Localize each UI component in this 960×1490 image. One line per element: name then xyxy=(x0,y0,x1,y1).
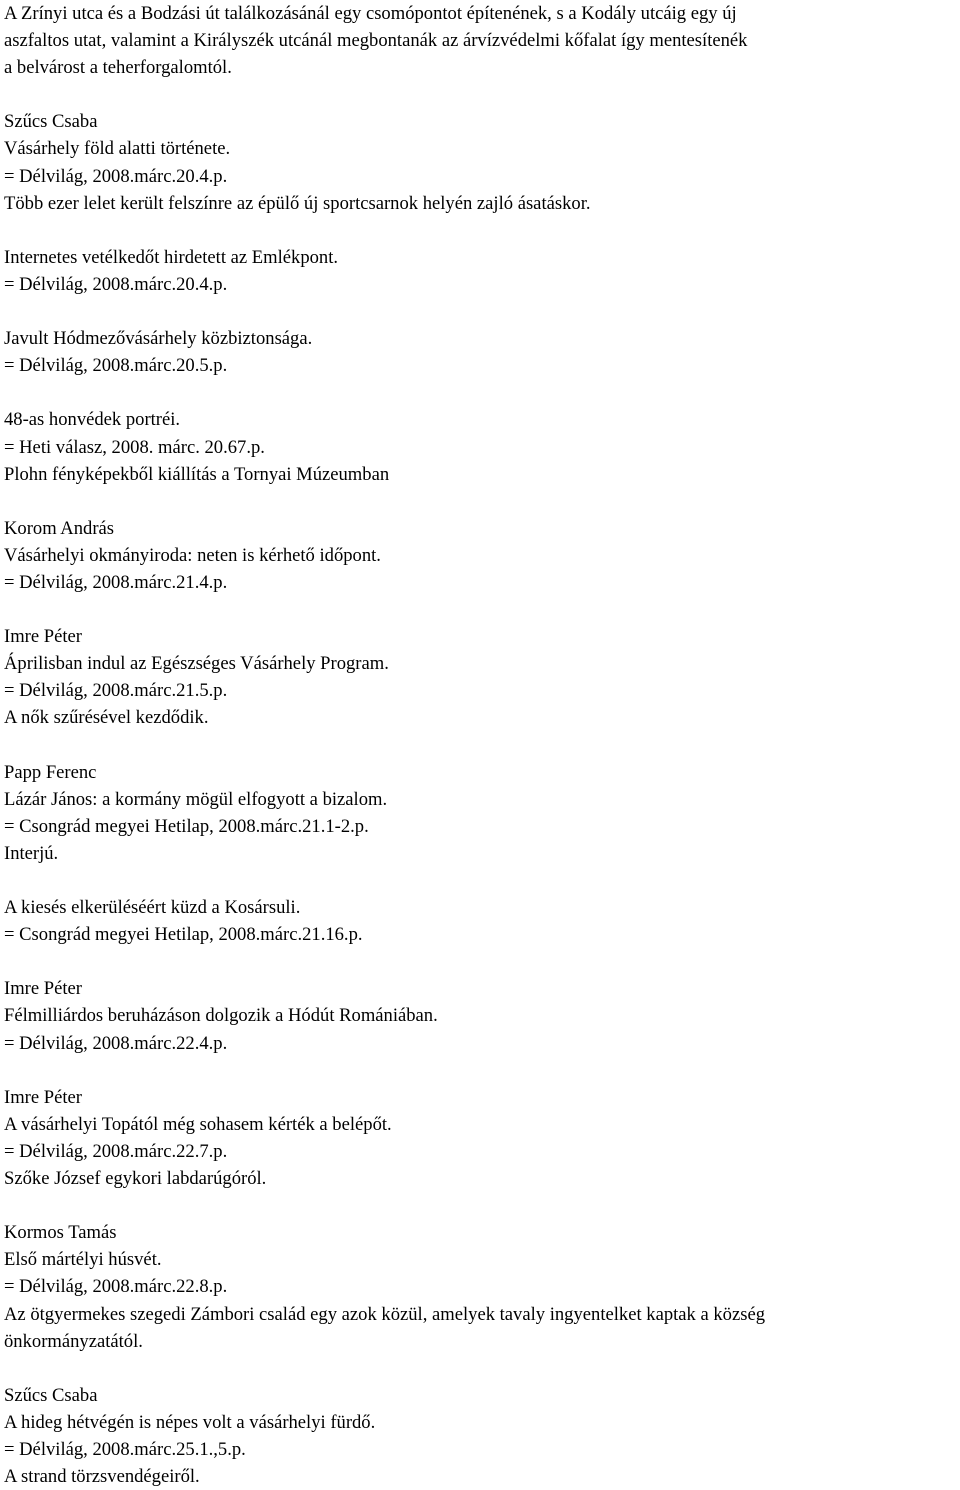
entry-source: = Délvilág, 2008.márc.20.4.p. xyxy=(4,273,228,295)
entry-source: = Délvilág, 2008.márc.22.4.p. xyxy=(4,1032,228,1054)
entry-author: Imre Péter xyxy=(4,978,82,1000)
entry-gap xyxy=(4,1057,960,1084)
entry-note: A strand törzsvendégeiről. xyxy=(4,1466,200,1488)
entry-source: = Délvilág, 2008.márc.22.8.p. xyxy=(4,1276,228,1298)
entry-note: Több ezer lelet került felszínre az épülő új sportcsarnok helyén zajló ásatáskor. xyxy=(4,192,591,214)
entry-source: = Délvilág, 2008.márc.21.4.p. xyxy=(4,571,228,593)
entry-gap xyxy=(4,1192,960,1219)
entry-gap xyxy=(4,732,960,759)
entry-note: Szőke József egykori labdarúgóról. xyxy=(4,1168,267,1190)
entry-gap xyxy=(4,596,960,623)
entry-note: A nők szűrésével kezdődik. xyxy=(4,707,209,729)
entry-title: Vásárhelyi okmányiroda: neten is kérhető időpont. xyxy=(4,544,381,566)
entry-note: Az ötgyermekes szegedi Zámbori család egy azok közül, amelyek tavaly ingyentelket kaptak a község xyxy=(4,1303,766,1325)
entry-title: Első mártélyi húsvét. xyxy=(4,1249,162,1271)
entry-author: Papp Ferenc xyxy=(4,761,97,783)
entry-gap xyxy=(4,379,960,406)
entry-gap xyxy=(4,298,960,325)
intro-line: aszfaltos utat, valamint a Királyszék utcánál megbontanák az árvízvédelmi kőfalat így mentesítenék xyxy=(4,30,748,52)
entry-title: Internetes vetélkedőt hirdetett az Emlékpont. xyxy=(4,246,339,268)
entry-title: Áprilisban indul az Egészséges Vásárhely Program. xyxy=(4,653,389,675)
entry-gap xyxy=(4,867,960,894)
entry-title: 48-as honvédek portréi. xyxy=(4,409,181,431)
entry-source: = Délvilág, 2008.márc.22.7.p. xyxy=(4,1140,228,1162)
entry-author: Korom András xyxy=(4,517,115,539)
entry-author: Szűcs Csaba xyxy=(4,1384,98,1406)
entry-gap xyxy=(4,217,960,244)
entry-note: Plohn fényképekből kiállítás a Tornyai Múzeumban xyxy=(4,463,390,485)
entry-author: Imre Péter xyxy=(4,1086,82,1108)
entry-source: = Csongrád megyei Hetilap, 2008.márc.21.1-2.p. xyxy=(4,815,369,837)
document-page xyxy=(4,0,960,1490)
entry-source: = Heti válasz, 2008. márc. 20.67.p. xyxy=(4,436,265,458)
entry-gap xyxy=(4,948,960,975)
entry-author: Szűcs Csaba xyxy=(4,111,98,133)
intro-line: a belvárost a teherforgalomtól. xyxy=(4,57,232,79)
entry-title: Lázár János: a kormány mögül elfogyott a bizalom. xyxy=(4,788,388,810)
entry-source: = Csongrád megyei Hetilap, 2008.márc.21.16.p. xyxy=(4,924,363,946)
entry-source: = Délvilág, 2008.márc.25.1.,5.p. xyxy=(4,1438,246,1460)
entry-gap xyxy=(4,81,960,108)
entry-gap xyxy=(4,488,960,515)
entry-author: Imre Péter xyxy=(4,626,82,648)
entry-source: = Délvilág, 2008.márc.20.4.p. xyxy=(4,165,228,187)
entry-title: Vásárhely föld alatti története. xyxy=(4,138,231,160)
entry-title: A kiesés elkerüléséért küzd a Kosársuli. xyxy=(4,897,301,919)
entry-title: A vásárhelyi Topától még sohasem kérték a belépőt. xyxy=(4,1113,392,1135)
entry-author: Kormos Tamás xyxy=(4,1222,117,1244)
entry-source: = Délvilág, 2008.márc.20.5.p. xyxy=(4,355,228,377)
intro-line: A Zrínyi utca és a Bodzási út találkozásánál egy csomópontot építenének, s a Kodály utcáig egy új xyxy=(4,3,737,24)
entry-source: = Délvilág, 2008.márc.21.5.p. xyxy=(4,680,228,702)
entry-note: Interjú. xyxy=(4,842,59,864)
entry-note: önkormányzatától. xyxy=(4,1330,143,1352)
entry-gap xyxy=(4,1355,960,1382)
entry-title: Félmilliárdos beruházáson dolgozik a Hódút Romániában. xyxy=(4,1005,438,1027)
entry-title: A hideg hétvégén is népes volt a vásárhelyi fürdő. xyxy=(4,1411,376,1433)
entry-title: Javult Hódmezővásárhely közbiztonsága. xyxy=(4,328,313,350)
